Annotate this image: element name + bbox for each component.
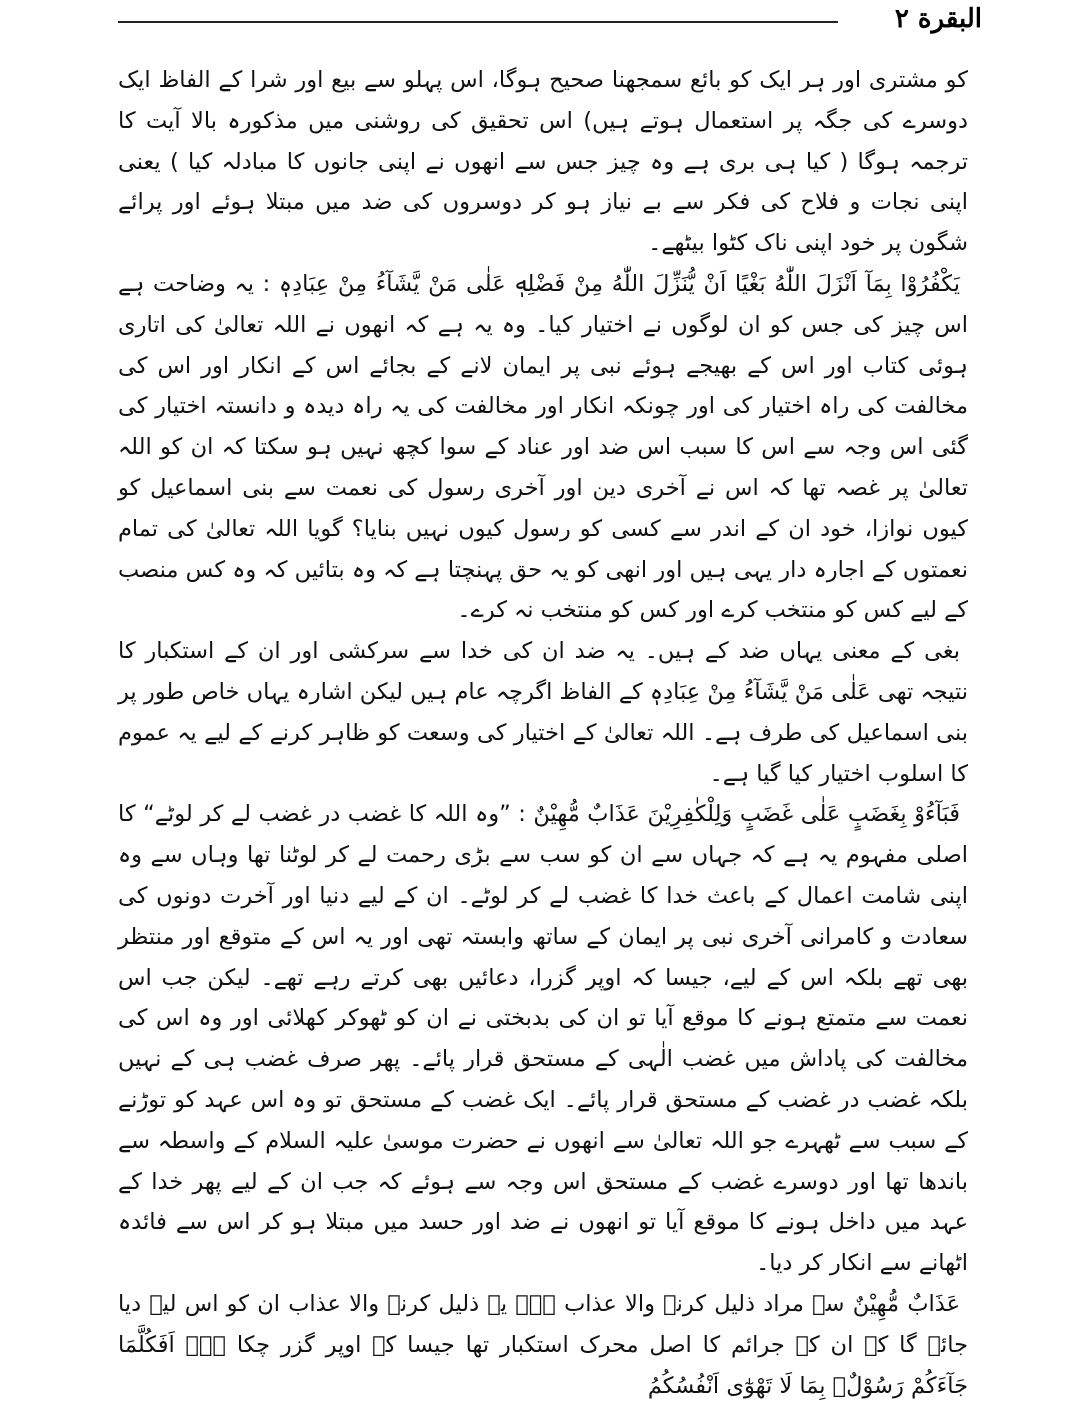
paragraph-2: یَکْفُرُوْا بِمَآ اَنْزَلَ اللّٰهُ بَغْيًا اَنْ يُّنَزِّلَ اللّٰهُ مِنْ فَضْلِهٖ عَلٰى مَنْ يَّشَآءُ مِنْ عِبَادِهٖ : یہ وضاحت ہے اس چیز کی جس کو ان لوگوں نے اختیار کیا۔ وہ یہ ہے کہ انھوں نے اللہ تعالیٰ کی اتاری ہوئی کتاب اور اس کے بھیجے ہوئے نبی پر ایمان لانے کے بجائے اس کے انکار اور اس کی مخالفت کی راہ اختیار کی اور چونکہ انکار اور مخالفت کی یہ راہ دیدہ و دانستہ اختیار کی گئی اس وجہ سے اس کا سبب اس ضد اور عناد کے سوا کچھ نہیں ہو سکتا کہ ان کو اللہ تعالیٰ پر غصہ تھا کہ اس نے آخری دین اور آخری رسول کی نعمت سے بنی اسماعیل کو کیوں نوازا، خود ان کے اندر سے کسی کو رسول کیوں نہیں بنایا؟ گویا اللہ تعالیٰ کی تمام نعمتوں کے اجارہ دار یہی ہیں اور انھی کو یہ حق پہنچتا ہے کہ وہ بتائیں کہ وہ کس منصب کے لیے کس کو منتخب کرے اور کس کو منتخب نہ کرے۔ — [118, 270, 968, 624]
paragraph-5: عَذَابٌ مُّهِيْنٌ سے مراد ذلیل کرنے والا عذاب ہے۔ یہ ذلیل کرنے والا عذاب ان کو اس لیے دیا جائے گا کہ ان کے جرائم کا اصل محرک استکبار تھا جیسا کہ اوپر گزر چکا ہے۔ اَفَكُلَّمَا جَآءَكُمْ رَسُوْلٌۢ بِمَا لَا تَهْوٰٓى اَنْفُسُكُمُ — [118, 1290, 968, 1399]
paragraph-1: کو مشتری اور ہر ایک کو بائع سمجھنا صحیح ہوگا، اس پہلو سے بیع اور شرا کے الفاظ ایک دوسرے کی جگہ پر استعمال ہوتے ہیں) اس تحقیق کی روشنی میں مذکورہ بالا آیت کا ترجمہ ہوگا ( کیا ہی بری ہے وہ چیز جس سے انھوں نے اپنی جانوں کا مبادلہ کیا ) یعنی اپنی نجات و فلاح کی فکر سے بے نیاز ہو کر دوسروں کی ضد میں مبتلا ہوئے اور پرائے شگون پر خود اپنی ناک کٹوا بیٹھے۔ — [118, 67, 968, 257]
header-rule — [118, 21, 838, 23]
commentary-body — [118, 60, 968, 1406]
page-header — [110, 0, 1010, 44]
surah-title: البقرة ٢ — [894, 4, 982, 34]
paragraph-3: بغی کے معنی یہاں ضد کے ہیں۔ یہ ضد ان کی خدا سے سرکشی اور ان کے استکبار کا نتیجہ تھی عَلٰى مَنْ يَّشَآءُ مِنْ عِبَادِهٖ کے الفاظ اگرچہ عام ہیں لیکن اشارہ یہاں خاص طور پر بنی اسماعیل کی طرف ہے۔ اللہ تعالیٰ کے اختیار کی وسعت کو ظاہر کرنے کے لیے یہ عموم کا اسلوب اختیار کیا گیا ہے۔ — [118, 638, 968, 787]
paragraph-4: فَبَآءُوْ بِغَضَبٍ عَلٰى غَضَبٍ وَلِلْكٰفِرِيْنَ عَذَابٌ مُّهِيْنٌ : ”وہ اللہ کا غضب در غضب لے کر لوٹے“ کا اصلی مفہوم یہ ہے کہ جہاں سے ان کو سب سے بڑی رحمت لے کر لوٹنا تھا وہاں سے وہ اپنی شامت اعمال کے باعث خدا کا غضب لے کر لوٹے۔ ان کے لیے دنیا اور آخرت دونوں کی سعادت و کامرانی آخری نبی پر ایمان کے ساتھ وابستہ تھی اور یہ اس کے متوقع اور منتظر بھی تھے بلکہ اس کے لیے، جیسا کہ اوپر گزرا، دعائیں بھی کرتے رہے تھے۔ لیکن جب اس نعمت سے متمتع ہونے کا موقع آیا تو ان کی بدبختی نے ان کو ٹھوکر کھلائی اور وہ اس کی مخالفت کی پاداش میں غضب الٰہی کے مستحق قرار پائے۔ پھر صرف غضب ہی کے نہیں بلکہ غضب در غضب کے مستحق قرار پائے۔ ایک غضب کے مستحق تو وہ اس عہد کو توڑنے کے سبب سے ٹھہرے جو اللہ تعالیٰ سے انھوں نے حضرت موسیٰ علیہ السلام کے واسطہ سے باندھا تھا اور دوسرے غضب کے مستحق اس وجہ سے ہوئے کہ جب ان کے لیے پھر خدا کے عہد میں داخل ہونے کا موقع آیا تو انھوں نے ضد اور حسد میں مبتلا ہو کر اس سے فائدہ اٹھانے سے انکار کر دیا۔ — [118, 801, 968, 1277]
